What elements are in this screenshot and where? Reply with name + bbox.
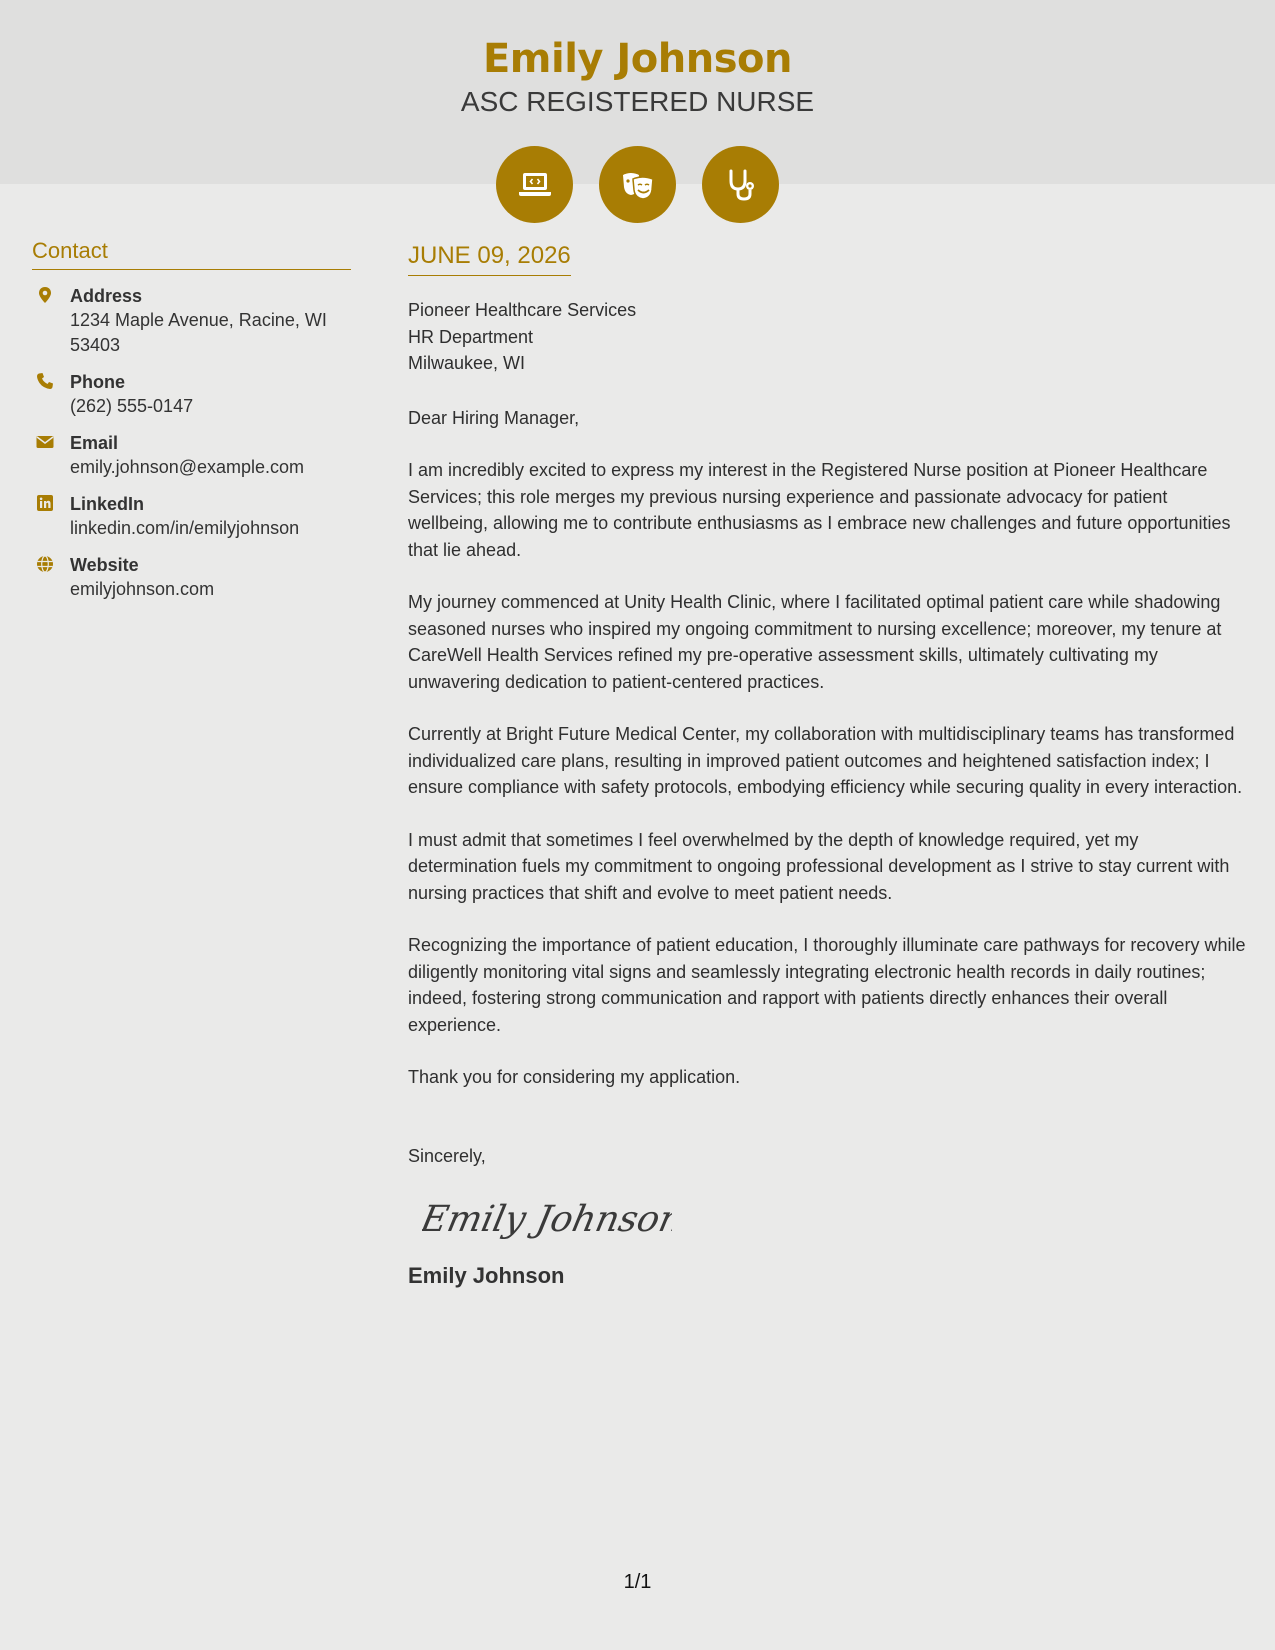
contact-address — [32, 284, 362, 358]
contact-email — [32, 431, 362, 480]
contact-phone — [32, 370, 362, 419]
candidate-title: ASC REGISTERED NURSE — [460, 86, 815, 117]
closing: Sincerely, — [408, 1145, 486, 1166]
paragraph: Thank you for considering my application. — [408, 1067, 741, 1087]
stethoscope-icon — [702, 146, 779, 223]
recipient-location: Milwaukee, WI — [408, 353, 526, 373]
header-icons — [0, 146, 1275, 223]
contact-heading: Contact — [32, 238, 351, 270]
salutation: Dear Hiring Manager, — [408, 407, 580, 428]
letter-date: JUNE 09, 2026 — [408, 242, 571, 276]
page-number: 1/1 — [623, 1571, 652, 1593]
laptop-code-icon — [496, 146, 573, 223]
theater-masks-icon — [599, 146, 676, 223]
signed-name: Emily Johnson — [408, 1263, 565, 1288]
paragraph: My journey commenced at Unity Health Clinic, where I facilitated optimal patient care while shadowing seasoned nurses who inspired my ongoing commitment to nursing excellence; moreover, my tenure at CareWell Health Services refined my pre-operative assessment skills, ultimately cultivating my unwavering dedication to patient-centered practices. — [408, 592, 1222, 692]
address-label: Address — [70, 286, 143, 306]
phone-value[interactable]: (262) 555-0147 — [70, 396, 194, 416]
handwritten-signature — [422, 1189, 1250, 1249]
linkedin-label: LinkedIn — [70, 494, 145, 514]
paragraph: I am incredibly excited to express my interest in the Registered Nurse position at Pioneer Healthcare Services; this role merges my previous nursing experience and passionate advocacy for patient wellbeing, allowing me to contribute enthusiasms as I embrace new challenges and future opportunities that lie ahead. — [408, 460, 1231, 560]
svg-text:Emily Johnson: Emily Johnson — [422, 1197, 672, 1240]
paragraph: Currently at Bright Future Medical Center, my collaboration with multidisciplinary teams has transformed individualized care plans, resulting in improved patient outcomes and heightened satisfaction index; I ensure compliance with safety protocols, embodying efficiency while securing quality in every interaction. — [408, 724, 1243, 797]
contact-website — [32, 553, 362, 602]
paragraph: Recognizing the importance of patient education, I thoroughly illuminate care pathways for recovery while diligently monitoring vital signs and seamlessly integrating electronic health records in daily routines; indeed, fostering strong communication and rapport with patients directly enhances their overall experience. — [408, 935, 1246, 1035]
contact-list — [32, 284, 362, 614]
letter-body — [408, 242, 1250, 1289]
globe-icon — [32, 553, 70, 602]
contact-linkedin — [32, 492, 362, 541]
phone-icon — [32, 370, 70, 419]
phone-label: Phone — [70, 372, 126, 392]
website-label: Website — [70, 555, 139, 575]
linkedin-value[interactable]: linkedin.com/in/emilyjohnson — [70, 518, 300, 538]
recipient-department: HR Department — [408, 326, 534, 347]
address-line1: 1234 Maple Avenue, Racine, WI — [70, 310, 327, 330]
email-value[interactable]: emily.johnson@example.com — [70, 457, 305, 477]
recipient-company: Pioneer Healthcare Services — [408, 300, 637, 320]
map-marker-icon — [32, 284, 70, 358]
candidate-name: Emily Johnson — [482, 36, 792, 82]
linkedin-icon — [32, 492, 70, 541]
paragraph: I must admit that sometimes I feel overwhelmed by the depth of knowledge required, yet my determination fuels my commitment to ongoing professional development as I strive to stay current with nursing practices that shift and evolve to meet patient needs. — [408, 829, 1230, 903]
address-line2: 53403 — [70, 335, 121, 355]
email-label: Email — [70, 433, 119, 453]
recipient-block — [408, 297, 1250, 377]
envelope-icon — [32, 431, 70, 480]
website-value[interactable]: emilyjohnson.com — [70, 579, 215, 599]
